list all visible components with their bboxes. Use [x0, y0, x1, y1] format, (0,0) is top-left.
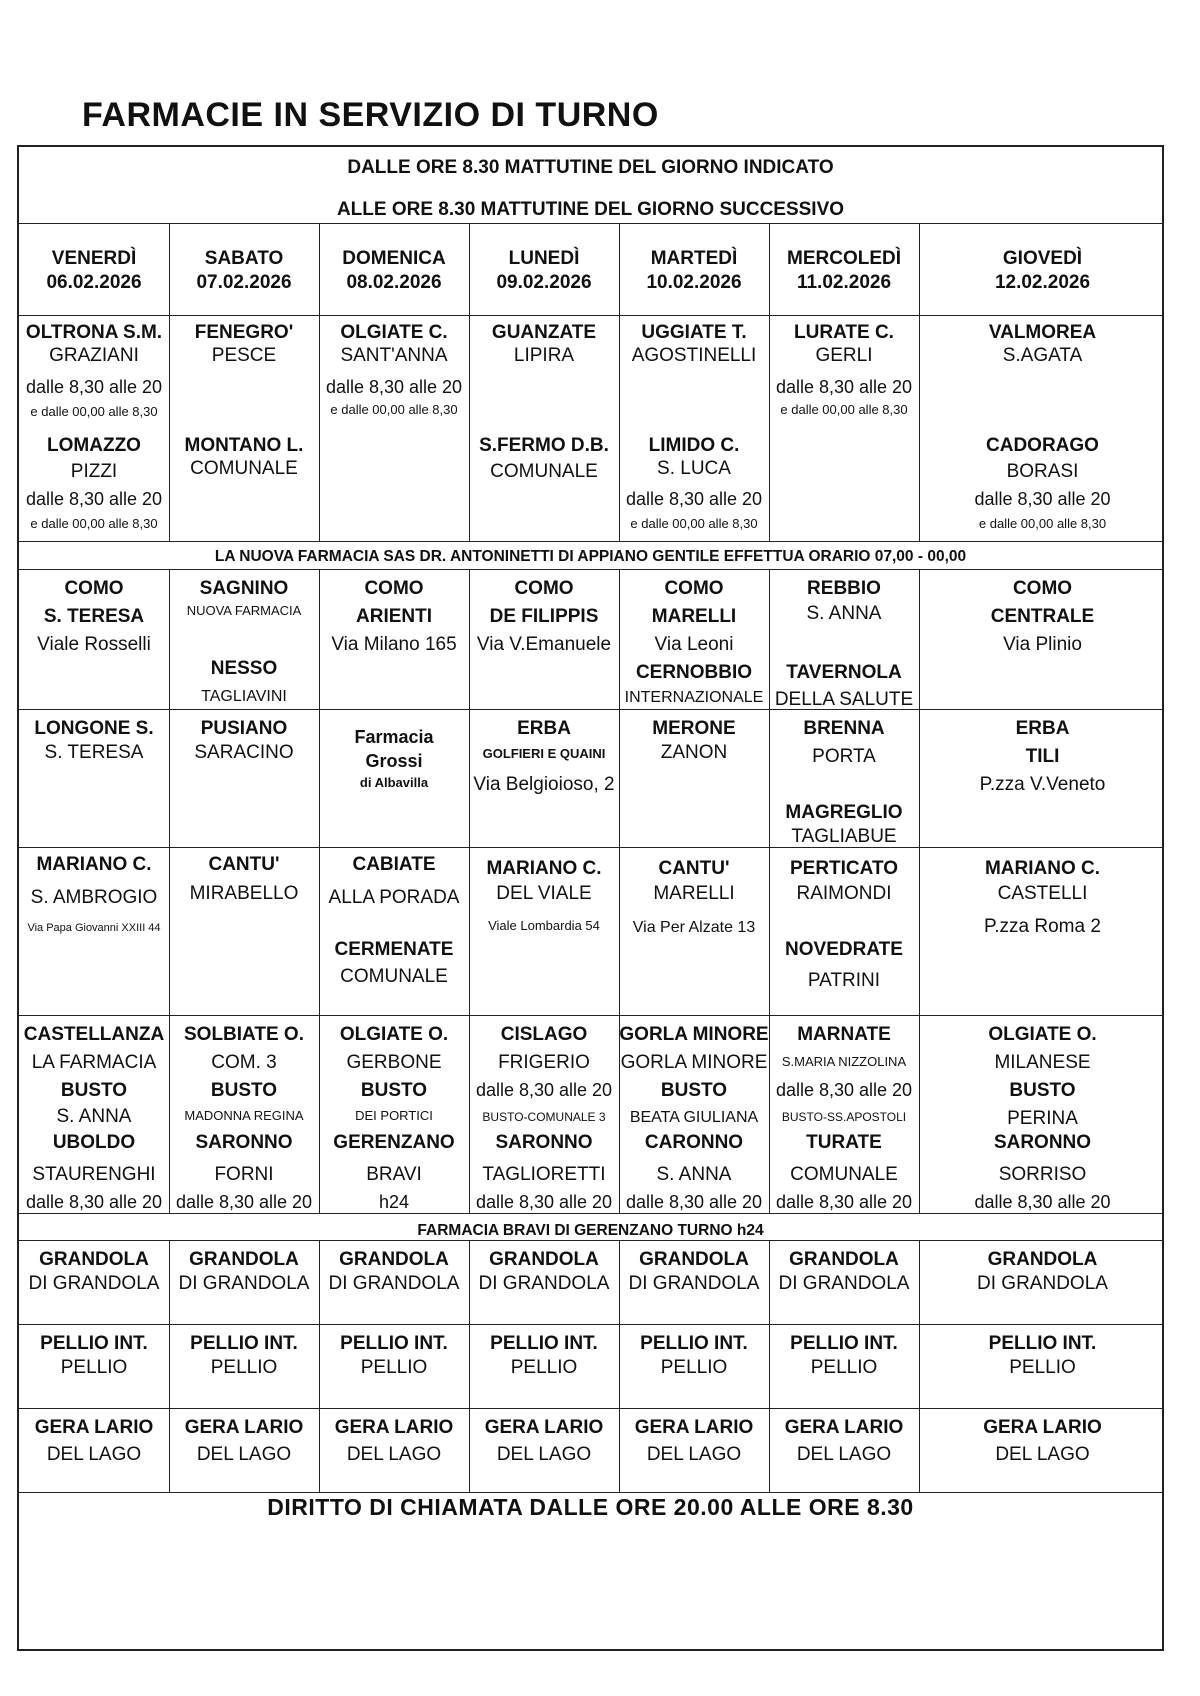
cell-line: Viale Lombardia 54 [488, 918, 600, 933]
pharmacy-cell [619, 709, 769, 847]
pharmacy-cell [469, 1240, 619, 1324]
pharmacy-cell [619, 1240, 769, 1324]
cell-line: di Albavilla [359, 775, 429, 790]
cell-line: COMUNALE [490, 461, 598, 482]
cell-line: e dalle 00,00 alle 8,30 [780, 402, 908, 417]
cell-line: GERA LARIO [484, 1417, 604, 1438]
cell-line: PELLIO INT. [640, 1333, 748, 1354]
pharmacy-cell [169, 315, 319, 541]
day-date: 07.02.2026 [196, 272, 292, 293]
cell-line: GRANDOLA [639, 1249, 749, 1270]
cell-line: OLTRONA S.M. [25, 322, 163, 343]
cell-line: dalle 8,30 alle 20 [974, 1192, 1111, 1212]
cell-line: NESSO [210, 658, 278, 679]
cell-line: SARONNO [993, 1132, 1092, 1153]
cell-line: TAGLIAVINI [201, 688, 287, 705]
day-header-cell [769, 223, 919, 315]
pharmacy-cell [769, 709, 919, 847]
cell-line: PELLIO [510, 1357, 578, 1378]
cell-line: COMO [664, 578, 724, 599]
cell-line: MAGREGLIO [785, 802, 903, 823]
cell-line: UBOLDO [52, 1132, 136, 1153]
pharmacy-cell [19, 847, 169, 1015]
pharmacy-cell [319, 569, 469, 709]
cell-line: SANT'ANNA [340, 345, 448, 366]
cell-line: COMUNALE [190, 458, 298, 479]
pharmacy-cell [769, 1408, 919, 1492]
cell-line: CERNOBBIO [635, 662, 753, 683]
cell-line: ERBA [517, 718, 571, 739]
cell-line: SARACINO [194, 742, 294, 763]
cell-line: BRENNA [803, 718, 885, 739]
cell-line: GORLA MINORE [619, 1024, 769, 1045]
pharmacy-cell [619, 1324, 769, 1408]
note-gerenzano: FARMACIA BRAVI DI GERENZANO TURNO h24 [417, 1222, 764, 1239]
pharmacy-cell [469, 709, 619, 847]
cell-line: GERA LARIO [184, 1417, 304, 1438]
cell-line: dalle 8,30 alle 20 [25, 1192, 163, 1212]
day-name: DOMENICA [342, 248, 446, 269]
cell-line: BUSTO-COMUNALE 3 [482, 1110, 606, 1124]
pharmacy-cell [619, 569, 769, 709]
cell-line: DEL LAGO [995, 1444, 1090, 1465]
cell-line: MARIANO C. [36, 854, 152, 875]
footer-note: DIRITTO DI CHIAMATA DALLE ORE 20.00 ALLE ORE 8.30 [267, 1494, 914, 1520]
day-name: GIOVEDÌ [1002, 248, 1083, 269]
pharmacy-cell [469, 315, 619, 541]
cell-line: CISLAGO [500, 1024, 588, 1045]
cell-line: DEL LAGO [796, 1444, 892, 1465]
cell-line: MERONE [652, 718, 736, 739]
cell-line: PERTICATO [789, 858, 899, 879]
day-date: 06.02.2026 [46, 272, 142, 293]
pharmacy-cell [319, 1408, 469, 1492]
cell-line: BUSTO-SS.APOSTOLI [781, 1110, 907, 1124]
cell-line: MARNATE [797, 1024, 891, 1045]
cell-line: BEATA GIULIANA [629, 1109, 759, 1126]
pharmacy-cell [469, 1408, 619, 1492]
cell-line: CASTELLI [997, 883, 1088, 904]
cell-line: GORLA MINORE [620, 1052, 768, 1073]
cell-line: P.zza V.Veneto [979, 774, 1106, 795]
cell-line: VALMOREA [988, 322, 1097, 343]
cell-line: ERBA [1015, 718, 1070, 739]
cell-line: NUOVA FARMACIA [186, 603, 302, 618]
cell-line: dalle 8,30 alle 20 [25, 489, 163, 509]
cell-line: LIMIDO C. [648, 435, 740, 456]
cell-line: PELLIO [810, 1357, 878, 1378]
cell-line: DEL LAGO [196, 1444, 292, 1465]
cell-line: MARIANO C. [984, 858, 1101, 879]
cell-line: COMUNALE [790, 1164, 898, 1185]
cell-line: PELLIO INT. [988, 1333, 1097, 1354]
cell-line: REBBIO [807, 578, 881, 599]
cell-line: GRANDOLA [489, 1249, 599, 1270]
cell-line: DELLA SALUTE [774, 689, 914, 710]
cell-line: BUSTO [660, 1080, 728, 1101]
cell-line: DI GRANDOLA [977, 1273, 1108, 1294]
cell-line: DEI PORTICI [355, 1108, 433, 1123]
cell-line: S. ANNA [806, 603, 882, 624]
cell-line: MARELLI [651, 606, 737, 627]
cell-line: MONTANO L. [184, 435, 304, 456]
cell-line: DE FILIPPIS [489, 606, 599, 627]
cell-line: GERA LARIO [334, 1417, 454, 1438]
cell-line: dalle 8,30 alle 20 [775, 1080, 913, 1100]
cell-line: SARONNO [195, 1132, 293, 1153]
pharmacy-cell [619, 847, 769, 1015]
cell-line: CERMENATE [334, 939, 454, 960]
note-appiano: LA NUOVA FARMACIA SAS DR. ANTONINETTI DI APPIANO GENTILE EFFETTUA ORARIO 07,00 - 00,00 [214, 548, 967, 565]
cell-line: PELLIO [360, 1357, 428, 1378]
cell-line: DEL LAGO [46, 1444, 142, 1465]
cell-line: Viale Rosselli [37, 634, 151, 655]
pharmacy-cell [469, 1324, 619, 1408]
pharmacy-cell [169, 1240, 319, 1324]
cell-line: FRIGERIO [498, 1052, 590, 1073]
cell-line: GERLI [815, 345, 873, 366]
day-date: 12.02.2026 [994, 272, 1091, 293]
cell-line: OLGIATE C. [340, 322, 448, 343]
cell-line: Via Milano 165 [331, 634, 457, 655]
cell-line: Grossi [365, 751, 423, 771]
pharmacy-cell [769, 847, 919, 1015]
cell-line: BUSTO [210, 1080, 278, 1101]
cell-line: PELLIO [60, 1357, 128, 1378]
cell-line: GRAZIANI [49, 345, 139, 366]
cell-line: PELLIO INT. [790, 1333, 898, 1354]
day-name: LUNEDÌ [508, 248, 580, 269]
day-date: 09.02.2026 [496, 272, 592, 293]
cell-line: dalle 8,30 alle 20 [25, 377, 163, 397]
cell-line: CARONNO [644, 1132, 744, 1153]
cell-line: S. TERESA [43, 606, 145, 627]
cell-line: ALLA PORADA [328, 887, 460, 908]
cell-line: dalle 8,30 alle 20 [475, 1080, 613, 1100]
pharmacy-cell [169, 847, 319, 1015]
cell-line: TILI [1025, 746, 1060, 767]
cell-line: Farmacia [354, 727, 434, 747]
cell-line: PELLIO [1009, 1357, 1076, 1378]
cell-line: MADONNA REGINA [184, 1108, 304, 1123]
cell-line: PELLIO [210, 1357, 278, 1378]
cell-line: GRANDOLA [987, 1249, 1098, 1270]
cell-line: FORNI [214, 1164, 274, 1185]
cell-line: PESCE [211, 345, 277, 366]
cell-line: COMO [1012, 578, 1073, 599]
cell-line: DI GRANDOLA [328, 1273, 460, 1294]
cell-line: GUANZATE [491, 322, 597, 343]
header-line-2: ALLE ORE 8.30 MATTUTINE DEL GIORNO SUCCESSIVO [336, 199, 845, 220]
cell-line: S. AMBROGIO [30, 887, 158, 908]
cell-line: BUSTO [60, 1080, 128, 1101]
cell-line: ARIENTI [356, 606, 432, 627]
day-header-cell [19, 223, 169, 315]
cell-line: LIPIRA [513, 345, 575, 366]
cell-line: DEL VIALE [496, 883, 592, 904]
cell-line: COMO [64, 578, 124, 599]
cell-line: GERA LARIO [983, 1417, 1102, 1438]
cell-line: dalle 8,30 alle 20 [775, 1192, 913, 1212]
cell-line: PELLIO INT. [40, 1333, 148, 1354]
cell-line: GERA LARIO [784, 1417, 904, 1438]
cell-line: COMO [364, 578, 424, 599]
pharmacy-cell [619, 1408, 769, 1492]
cell-line: DI GRANDOLA [628, 1273, 760, 1294]
pharmacy-cell [169, 709, 319, 847]
pharmacy-cell [19, 315, 169, 541]
cell-line: DI GRANDOLA [28, 1273, 160, 1294]
page-title: FARMACIE IN SERVIZIO DI TURNO [82, 96, 659, 134]
cell-line: GRANDOLA [39, 1249, 149, 1270]
day-date: 10.02.2026 [646, 272, 742, 293]
cell-line: LA FARMACIA [31, 1052, 157, 1073]
cell-line: PUSIANO [200, 718, 288, 739]
cell-line: S.FERMO D.B. [479, 435, 609, 456]
cell-line: CABIATE [352, 854, 436, 875]
cell-line: dalle 8,30 alle 20 [974, 489, 1111, 509]
pharmacy-cell [19, 1015, 169, 1213]
pharmacy-cell [319, 1015, 469, 1213]
cell-line: DEL LAGO [496, 1444, 592, 1465]
cell-line: TAVERNOLA [786, 662, 902, 683]
cell-line: Via V.Emanuele [476, 634, 612, 655]
pharmacy-cell [769, 1015, 919, 1213]
cell-line: DEL LAGO [646, 1444, 742, 1465]
cell-line: dalle 8,30 alle 20 [625, 1192, 763, 1212]
cell-line: GRANDOLA [789, 1249, 899, 1270]
cell-line: S. ANNA [56, 1106, 132, 1127]
cell-line: DI GRANDOLA [178, 1273, 310, 1294]
pharmacy-cell [169, 569, 319, 709]
cell-line: Via Plinio [1003, 634, 1082, 655]
cell-line: CADORAGO [986, 435, 1099, 456]
cell-line: PERINA [1007, 1108, 1078, 1129]
cell-line: Via Leoni [654, 634, 734, 655]
cell-line: P.zza Roma 2 [984, 916, 1101, 937]
cell-line: GERENZANO [333, 1132, 455, 1153]
cell-line: dalle 8,30 alle 20 [775, 377, 913, 397]
cell-line: CENTRALE [990, 606, 1095, 627]
cell-line: SORRISO [998, 1164, 1087, 1185]
cell-line: Via Papa Giovanni XXIII 44 [27, 922, 161, 934]
cell-line: STAURENGHI [32, 1164, 156, 1185]
pharmacy-cell [169, 1408, 319, 1492]
cell-line: CANTU' [658, 858, 730, 879]
cell-line: TAGLIABUE [791, 826, 897, 847]
cell-line: GRANDOLA [339, 1249, 449, 1270]
cell-line: ZANON [660, 742, 728, 763]
cell-line: DI GRANDOLA [778, 1273, 910, 1294]
pharmacy-cell [919, 1324, 1166, 1408]
pharmacy-cell [919, 1240, 1166, 1324]
pharmacy-cell [619, 315, 769, 541]
pharmacy-cell [919, 847, 1166, 1015]
cell-line: S. TERESA [44, 742, 144, 763]
cell-line: MIRABELLO [189, 883, 299, 904]
pharmacy-cell [319, 1240, 469, 1324]
cell-line: TURATE [806, 1132, 882, 1153]
row-divider [19, 1492, 1162, 1493]
cell-line: Via Belgioioso, 2 [473, 774, 615, 795]
cell-line: h24 [378, 1192, 410, 1212]
cell-line: PELLIO INT. [340, 1333, 448, 1354]
pharmacy-cell [919, 709, 1166, 847]
pharmacy-cell [19, 569, 169, 709]
cell-line: UGGIATE T. [641, 322, 747, 343]
cell-line: SOLBIATE O. [184, 1024, 304, 1045]
cell-line: INTERNAZIONALE [624, 689, 764, 706]
cell-line: Via Per Alzate 13 [632, 919, 756, 936]
pharmacy-cell [319, 1324, 469, 1408]
pharmacy-cell [169, 1015, 319, 1213]
cell-line: PELLIO [660, 1357, 728, 1378]
pharmacy-cell [19, 1240, 169, 1324]
pharmacy-cell [919, 1015, 1166, 1213]
day-date: 08.02.2026 [346, 272, 442, 293]
header-line-1: DALLE ORE 8.30 MATTUTINE DEL GIORNO INDICATO [347, 157, 834, 178]
cell-line: S. LUCA [657, 458, 731, 479]
cell-line: LONGONE S. [34, 718, 154, 739]
cell-line: DEL LAGO [346, 1444, 442, 1465]
cell-line: GOLFIERI E QUAINI [482, 746, 606, 761]
pharmacy-cell [19, 709, 169, 847]
cell-line: dalle 8,30 alle 20 [175, 1192, 313, 1212]
day-header-cell [619, 223, 769, 315]
pharmacy-cell [319, 315, 469, 541]
cell-line: PELLIO INT. [190, 1333, 298, 1354]
day-name: MARTEDÌ [650, 248, 738, 269]
cell-line: S.MARIA NIZZOLINA [781, 1054, 907, 1069]
pharmacy-cell [319, 847, 469, 1015]
cell-line: SAGNINO [199, 578, 289, 599]
pharmacy-cell [469, 1015, 619, 1213]
cell-line: OLGIATE O. [339, 1024, 449, 1045]
cell-line: MARIANO C. [486, 858, 602, 879]
cell-line: FENEGRO' [194, 322, 294, 343]
cell-line: PELLIO INT. [490, 1333, 598, 1354]
cell-line: e dalle 00,00 alle 8,30 [330, 402, 458, 417]
cell-line: CASTELLANZA [23, 1024, 165, 1045]
pharmacy-cell [769, 1240, 919, 1324]
day-header-cell [469, 223, 619, 315]
schedule-table [17, 145, 1164, 1651]
cell-line: S.AGATA [1002, 345, 1083, 366]
cell-line: LURATE C. [794, 322, 894, 343]
day-header-cell [919, 223, 1166, 315]
pharmacy-cell [19, 1324, 169, 1408]
pharmacy-cell [469, 569, 619, 709]
cell-line: e dalle 00,00 alle 8,30 [630, 516, 758, 531]
row-divider [19, 1213, 1162, 1214]
cell-line: GERBONE [346, 1052, 442, 1073]
cell-line: GERA LARIO [634, 1417, 754, 1438]
pharmacy-cell [469, 847, 619, 1015]
pharmacy-cell [919, 315, 1166, 541]
cell-line: e dalle 00,00 alle 8,30 [30, 404, 158, 419]
cell-line: COMUNALE [340, 966, 448, 987]
cell-line: PORTA [812, 746, 876, 767]
cell-line: AGOSTINELLI [631, 345, 757, 366]
cell-line: NOVEDRATE [785, 939, 903, 960]
pharmacy-cell [769, 315, 919, 541]
cell-line: COMO [514, 578, 574, 599]
day-header-cell [169, 223, 319, 315]
cell-line: RAIMONDI [796, 883, 892, 904]
cell-line: MARELLI [653, 883, 735, 904]
cell-line: e dalle 00,00 alle 8,30 [30, 516, 158, 531]
cell-line: SARONNO [495, 1132, 593, 1153]
pharmacy-cell [319, 709, 469, 847]
cell-line: dalle 8,30 alle 20 [325, 377, 463, 397]
pharmacy-cell [619, 1015, 769, 1213]
cell-line: COM. 3 [211, 1052, 277, 1073]
pharmacy-cell [169, 1324, 319, 1408]
cell-line: S. ANNA [656, 1164, 732, 1185]
cell-line: dalle 8,30 alle 20 [625, 489, 763, 509]
cell-line: BORASI [1006, 461, 1079, 482]
cell-line: BRAVI [366, 1164, 422, 1185]
pharmacy-cell [769, 1324, 919, 1408]
cell-line: DI GRANDOLA [478, 1273, 610, 1294]
pharmacy-cell [919, 569, 1166, 709]
row-divider [19, 541, 1162, 542]
cell-line: dalle 8,30 alle 20 [475, 1192, 613, 1212]
cell-line: CANTU' [208, 854, 280, 875]
cell-line: BUSTO [360, 1080, 428, 1101]
day-name: MERCOLEDÌ [787, 248, 901, 269]
pharmacy-cell [19, 1408, 169, 1492]
cell-line: TAGLIORETTI [482, 1164, 606, 1185]
pharmacy-cell [919, 1408, 1166, 1492]
cell-line: e dalle 00,00 alle 8,30 [978, 516, 1107, 531]
cell-line: MILANESE [994, 1052, 1091, 1073]
day-header-cell [319, 223, 469, 315]
cell-line: PATRINI [807, 970, 881, 991]
cell-line: PIZZI [70, 461, 118, 482]
pharmacy-cell [769, 569, 919, 709]
cell-line: GERA LARIO [34, 1417, 154, 1438]
cell-line: OLGIATE O. [988, 1024, 1097, 1045]
cell-line: BUSTO [1009, 1080, 1076, 1101]
cell-line: LOMAZZO [47, 435, 141, 456]
cell-line: GRANDOLA [189, 1249, 299, 1270]
day-name: VENERDÌ [51, 248, 137, 269]
day-name: SABATO [204, 248, 284, 269]
day-date: 11.02.2026 [796, 272, 892, 293]
